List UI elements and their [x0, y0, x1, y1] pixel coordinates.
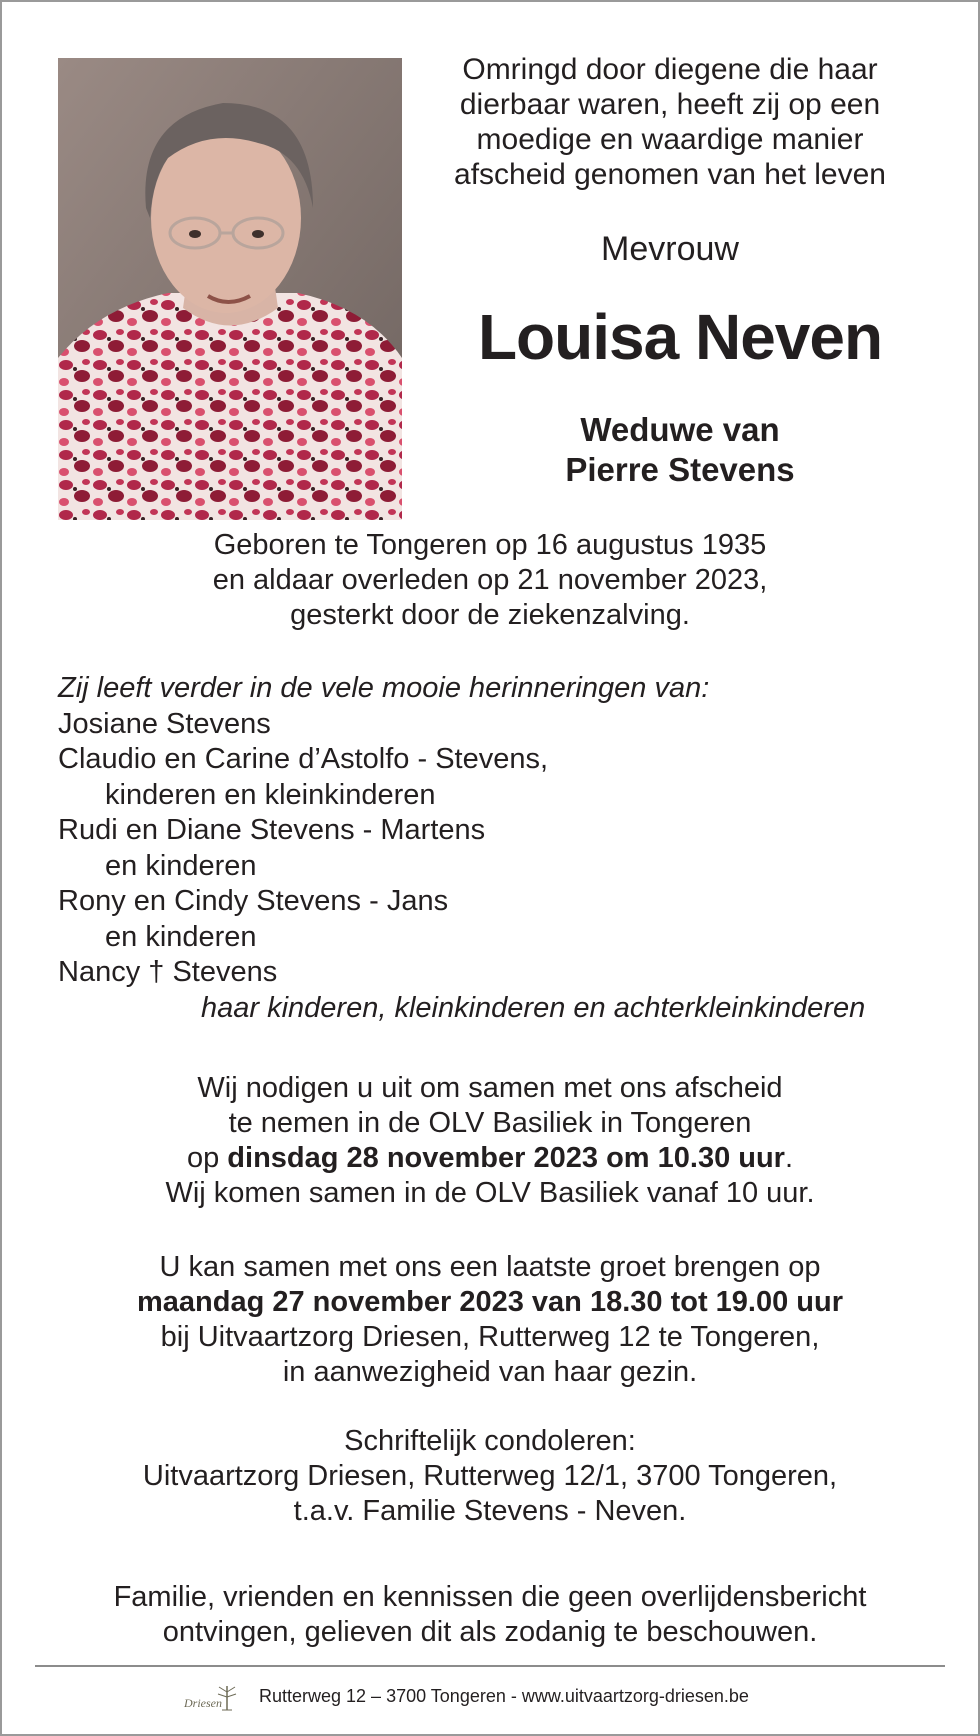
- birth-death-details: [0, 528, 980, 633]
- intro-line: Omringd door diegene die haar: [462, 53, 878, 86]
- portrait-photo: [58, 58, 402, 520]
- intro-line: dierbaar waren, heeft zij op een: [459, 88, 881, 121]
- portrait-illustration: [58, 58, 402, 520]
- visitation-line: U kan samen met ons een laatste groet brengen op: [159, 1251, 821, 1283]
- funeral-line: Wij nodigen u uit om samen met ons afscheid: [197, 1072, 783, 1104]
- notice-line: ontvingen, gelieven dit als zodanig te beschouwen.: [162, 1616, 818, 1648]
- condolence-line: t.a.v. Familie Stevens - Neven.: [293, 1495, 687, 1527]
- family-member: Josiane Stevens: [58, 707, 271, 740]
- family-member: Nancy † Stevens: [58, 956, 278, 988]
- visitation-datetime: maandag 27 november 2023 van 18.30 tot 19.00 uur: [137, 1286, 843, 1318]
- title-prefix: Mevrouw: [601, 230, 739, 268]
- funeral-datetime: dinsdag 28 november 2023 om 10.30 uur: [227, 1142, 785, 1174]
- visitation-line: in aanwezigheid van haar gezin.: [282, 1356, 698, 1388]
- intro-text: [420, 52, 920, 192]
- widow-line: Pierre Stevens: [565, 451, 795, 488]
- family-member: Rudi en Diane Stevens - Martens: [58, 814, 486, 846]
- funeral-line: te nemen in de OLV Basiliek in Tongeren: [228, 1107, 752, 1139]
- widow-of: [420, 410, 940, 490]
- family-member-sub: kinderen en kleinkinderen: [105, 778, 436, 811]
- notice-line: Familie, vrienden en kennissen die geen overlijdensbericht: [113, 1581, 867, 1613]
- family-list: [58, 671, 958, 1026]
- funeral-prefix: op: [186, 1142, 228, 1174]
- funeral-line: Wij komen samen in de OLV Basiliek vanaf 10 uur.: [165, 1177, 815, 1209]
- notice-text: [0, 1580, 980, 1650]
- family-member-sub: en kinderen: [105, 849, 257, 882]
- footer: [0, 1682, 980, 1716]
- birth-line: en aldaar overleden op 21 november 2023,: [212, 564, 768, 596]
- logo-text: Driesen: [184, 1696, 222, 1710]
- footer-divider: [35, 1665, 945, 1667]
- funeral-home-logo: [184, 1682, 244, 1716]
- intro-line: moedige en waardige manier: [476, 123, 864, 156]
- family-member: Claudio en Carine d’Astolfo - Stevens,: [58, 743, 549, 775]
- visitation-details: [0, 1250, 980, 1390]
- footer-address: Rutterweg 12 – 3700 Tongeren - www.uitvaartzorg-driesen.be: [259, 1686, 749, 1706]
- funeral-invitation: [0, 1071, 980, 1211]
- birth-line: Geboren te Tongeren op 16 augustus 1935: [213, 529, 767, 561]
- family-intro: Zij leeft verder in de vele mooie herinneringen van:: [58, 672, 710, 704]
- visitation-line: bij Uitvaartzorg Driesen, Rutterweg 12 te Tongeren,: [160, 1321, 820, 1353]
- condolence-line: Uitvaartzorg Driesen, Rutterweg 12/1, 3700 Tongeren,: [142, 1460, 838, 1492]
- birth-line: gesterkt door de ziekenzalving.: [290, 599, 690, 631]
- widow-line: Weduwe van: [580, 411, 780, 448]
- deceased-name: Louisa Neven: [477, 301, 883, 373]
- family-member-sub: en kinderen: [105, 920, 257, 953]
- tree-icon: [212, 1682, 242, 1712]
- family-member: Rony en Cindy Stevens - Jans: [58, 885, 449, 917]
- condolence-address: [0, 1424, 980, 1529]
- intro-line: afscheid genomen van het leven: [454, 158, 886, 191]
- funeral-line: [0, 1141, 980, 1176]
- condolence-line: Schriftelijk condoleren:: [344, 1425, 636, 1457]
- funeral-suffix: .: [784, 1142, 794, 1174]
- family-closing: haar kinderen, kleinkinderen en achterkleinkinderen: [201, 991, 866, 1024]
